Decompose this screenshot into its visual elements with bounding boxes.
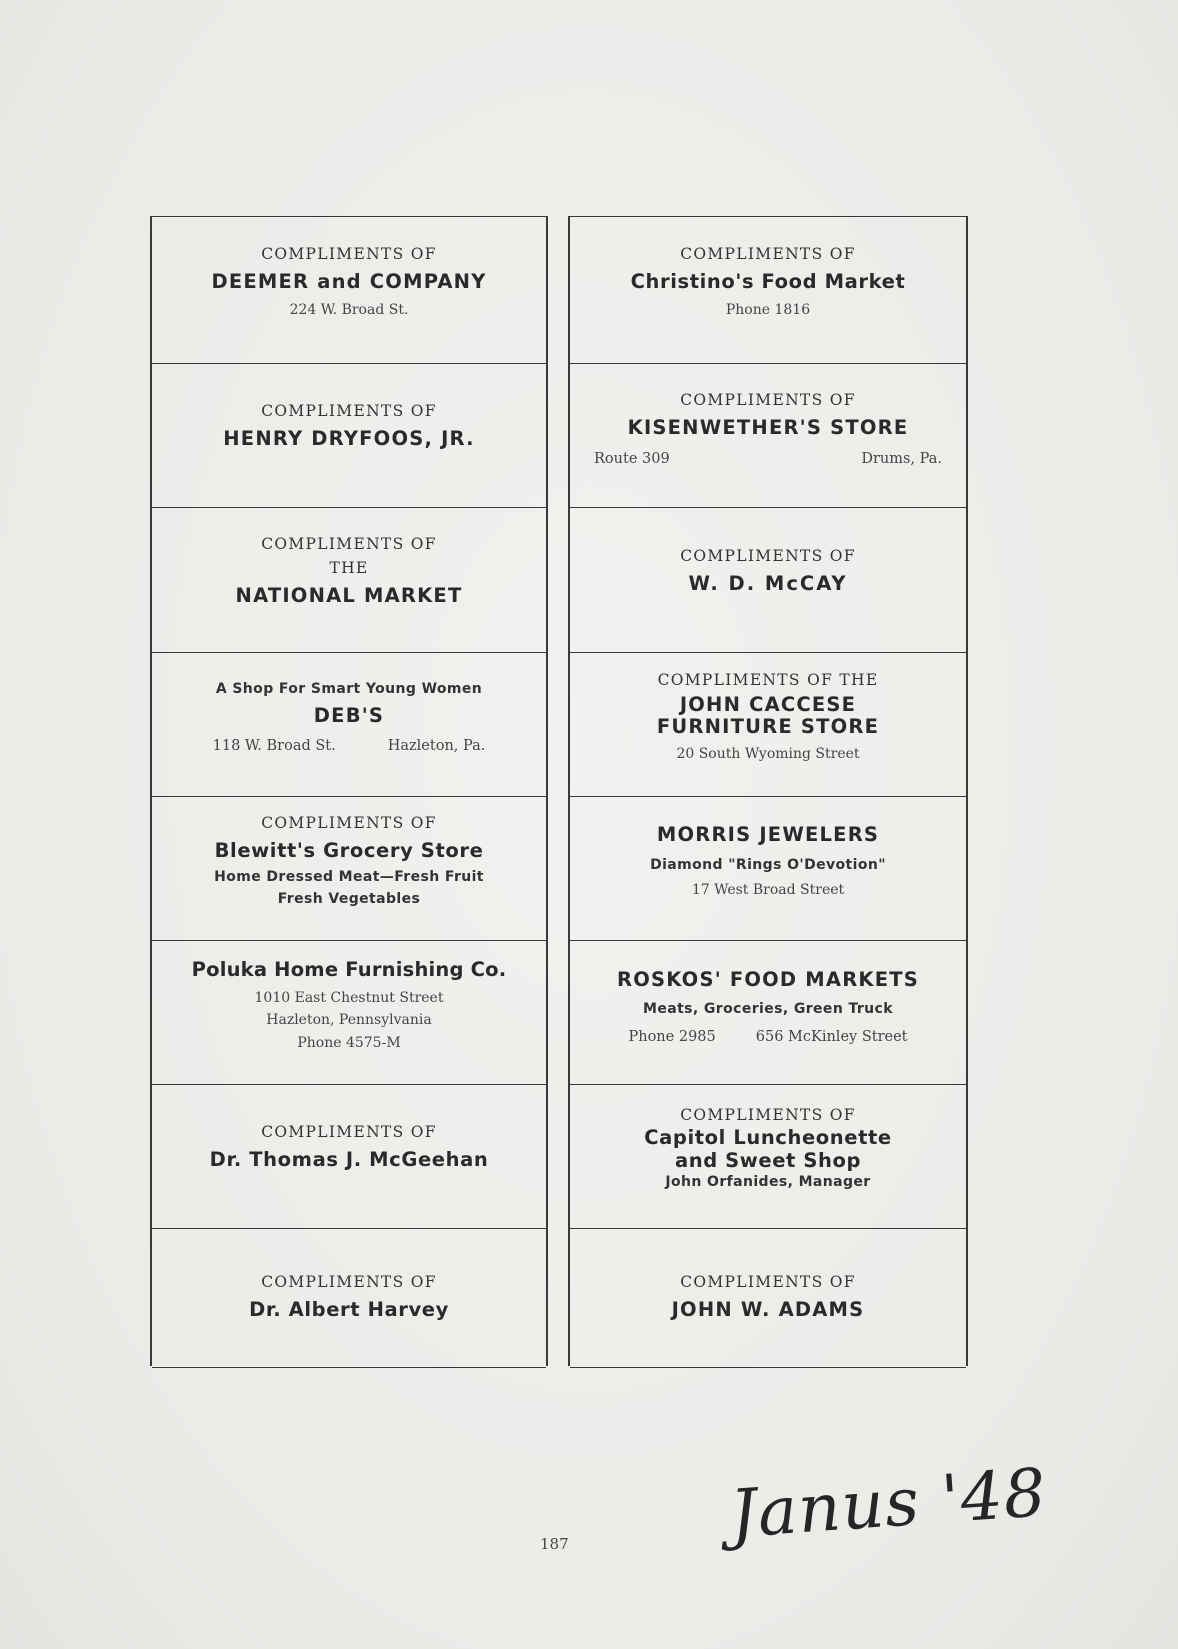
ad-compliments: COMPLIMENTS OF — [261, 1272, 437, 1291]
ad-name: Dr. Thomas J. McGeehan — [209, 1148, 489, 1172]
ad-name: DEB'S — [313, 703, 385, 727]
ad-address-row — [213, 738, 486, 754]
ad-mccay — [570, 507, 966, 636]
ad-address: 17 West Broad Street — [691, 882, 845, 899]
ad-name: Poluka Home Furnishing Co. — [191, 958, 507, 982]
ad-christino — [570, 216, 966, 347]
ad-name-line1: Capitol Luncheonette — [644, 1126, 892, 1150]
ad-manager: John Orfanides, Manager — [665, 1174, 871, 1191]
right-ad-column — [568, 216, 968, 1366]
ad-mcgeehan — [152, 1084, 546, 1212]
ad-deemer — [152, 216, 546, 347]
ad-blewitt — [152, 796, 546, 924]
ad-compliments: COMPLIMENTS OF — [680, 1106, 856, 1125]
ad-kisenwether — [570, 363, 966, 491]
ad-name: DEEMER and COMPANY — [211, 270, 487, 294]
ad-compliments: COMPLIMENTS OF — [680, 391, 856, 410]
ad-line: Home Dressed Meat—Fresh Fruit — [214, 869, 484, 886]
ad-name: JOHN W. ADAMS — [671, 1297, 865, 1321]
ad-line: Fresh Vegetables — [277, 890, 421, 907]
ad-line: Hazleton, Pennsylvania — [266, 1012, 432, 1029]
ad-name: MORRIS JEWELERS — [656, 823, 880, 847]
ad-compliments: COMPLIMENTS OF THE — [657, 670, 879, 689]
ad-name: Blewitt's Grocery Store — [214, 838, 484, 862]
page-number: 187 — [540, 1535, 569, 1553]
ad-caccese — [570, 652, 966, 780]
ad-name: HENRY DRYFOOS, JR. — [223, 427, 475, 451]
left-ad-column — [150, 216, 548, 1366]
ad-morris — [570, 796, 966, 924]
ad-compliments: COMPLIMENTS OF — [680, 546, 856, 565]
ad-phone: Phone 2985 — [628, 1029, 716, 1046]
ad-compliments: COMPLIMENTS OF — [261, 534, 437, 553]
ad-name: Christino's Food Market — [630, 270, 906, 294]
ad-name: NATIONAL MARKET — [235, 583, 463, 607]
ad-dryfoos — [152, 363, 546, 491]
ad-contact-row — [628, 1029, 907, 1045]
janus-signature-logo: Janus '48 — [727, 1454, 1050, 1553]
ad-the: THE — [329, 558, 369, 577]
ad-phone: Phone 1816 — [725, 301, 811, 318]
ad-city: Hazleton, Pa. — [387, 738, 486, 755]
ad-name: Dr. Albert Harvey — [249, 1297, 449, 1321]
ad-line: Phone 4575-M — [297, 1035, 401, 1052]
ad-compliments: COMPLIMENTS OF — [680, 1272, 856, 1291]
ad-line: 1010 East Chestnut Street — [254, 989, 444, 1006]
ad-route: Route 309 — [594, 450, 670, 467]
ad-town: Drums, Pa. — [861, 450, 942, 467]
ad-compliments: COMPLIMENTS OF — [261, 245, 437, 264]
ad-tagline: A Shop For Smart Young Women — [215, 680, 483, 697]
ad-compliments: COMPLIMENTS OF — [680, 245, 856, 264]
ad-adams — [570, 1228, 966, 1368]
ad-name-line1: JOHN CACCESE — [679, 692, 857, 716]
ad-name: W. D. McCAY — [688, 571, 848, 595]
ad-tagline: Meats, Groceries, Green Truck — [643, 1001, 893, 1018]
ad-name: ROSKOS' FOOD MARKETS — [617, 967, 919, 991]
ad-capitol — [570, 1084, 966, 1212]
ad-address: 118 W. Broad St. — [212, 738, 336, 755]
ad-compliments: COMPLIMENTS OF — [261, 813, 437, 832]
ad-tagline: Diamond "Rings O'Devotion" — [650, 856, 886, 873]
ad-poluka — [152, 940, 546, 1068]
ad-address: 656 McKinley Street — [755, 1029, 908, 1046]
ad-national-market — [152, 507, 546, 636]
ad-compliments: COMPLIMENTS OF — [261, 1123, 437, 1142]
ad-address: 224 W. Broad St. — [289, 301, 409, 318]
ad-address: 20 South Wyoming Street — [676, 745, 860, 762]
ad-name-line2: FURNITURE STORE — [656, 715, 880, 739]
ad-address-row — [594, 451, 942, 467]
ad-name-line2: and Sweet Shop — [674, 1148, 862, 1172]
ad-name: KISENWETHER'S STORE — [627, 416, 909, 440]
ad-debs — [152, 652, 546, 780]
ad-compliments: COMPLIMENTS OF — [261, 402, 437, 421]
ad-roskos — [570, 940, 966, 1068]
ad-harvey — [152, 1228, 546, 1368]
